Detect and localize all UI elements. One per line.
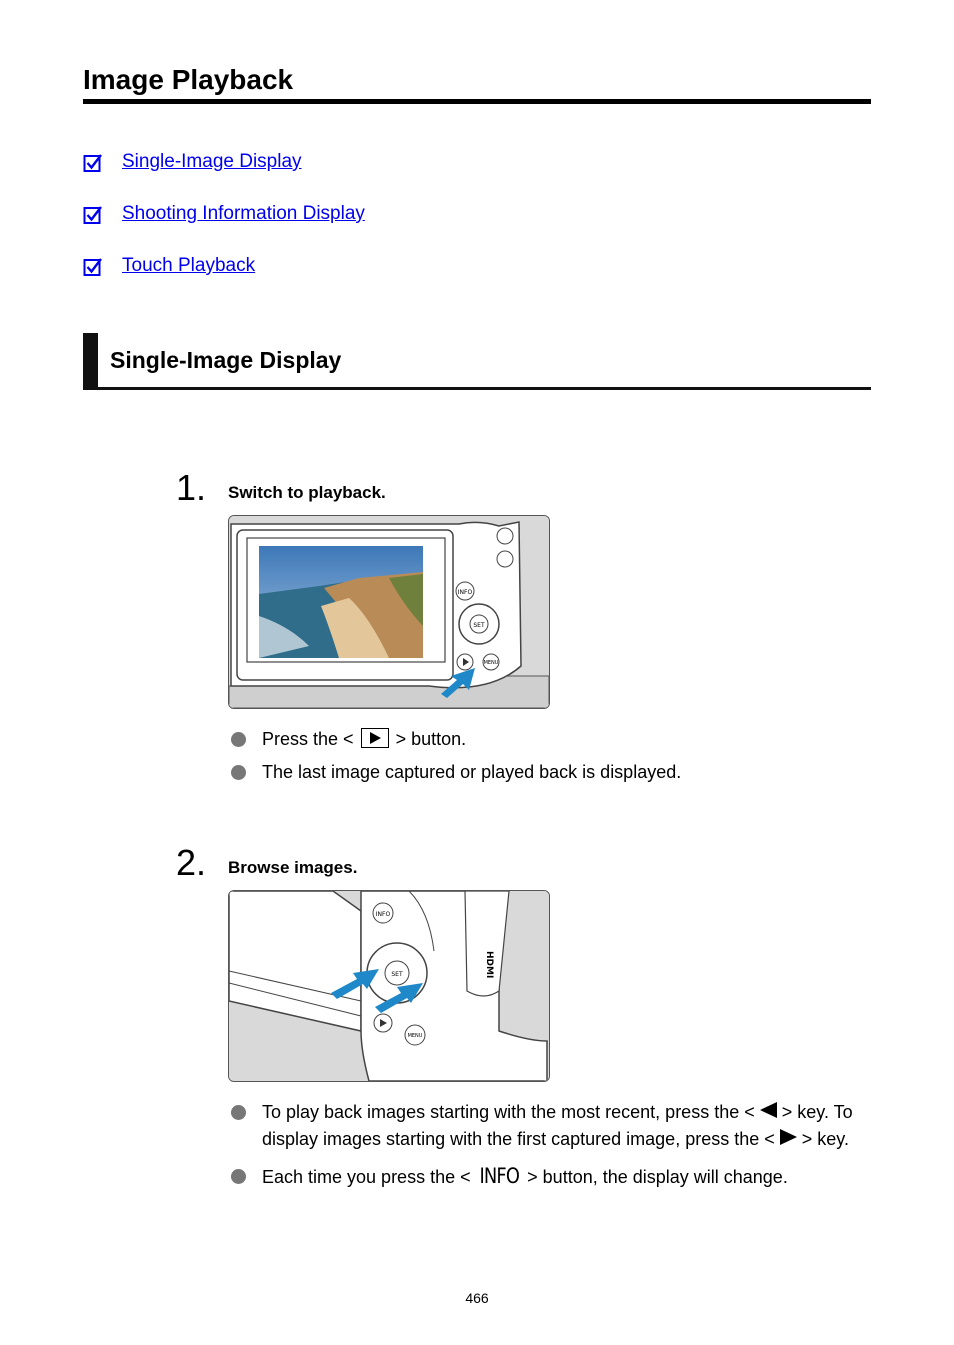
svg-text:INFO: INFO	[375, 911, 391, 918]
svg-text:MENU: MENU	[407, 1033, 423, 1039]
toc-list	[83, 148, 365, 304]
section-bar	[83, 333, 98, 388]
right-key-icon	[780, 1129, 797, 1145]
bullet-text: Press the <	[262, 729, 354, 749]
checkbox-icon	[83, 257, 103, 277]
toc-item	[83, 148, 365, 200]
svg-text:SET: SET	[473, 622, 485, 629]
bullet-text: > button, the display will change.	[527, 1167, 788, 1187]
step-1-bullets	[228, 726, 878, 785]
page-title: Image Playback	[83, 64, 294, 95]
bullet-item	[228, 759, 878, 785]
toc-item	[83, 200, 365, 252]
step-number: 1.	[176, 467, 207, 508]
bullet-text: To play back images starting with the most recent, press the <	[262, 1102, 755, 1122]
toc-link-shooting-information-display[interactable]: Shooting Information Display	[122, 203, 365, 224]
bullet-text: > button.	[395, 729, 467, 749]
bullet-item	[228, 1099, 878, 1153]
toc-link-touch-playback[interactable]: Touch Playback	[122, 255, 256, 276]
camera-playback-illustration	[229, 516, 549, 708]
camera-cross-keys-illustration	[229, 891, 549, 1081]
step-2-bullets	[228, 1099, 878, 1190]
bullet-item	[228, 726, 878, 752]
svg-text:MENU: MENU	[483, 660, 499, 666]
info-button-icon: INFO	[479, 1164, 519, 1188]
playback-button-icon	[361, 728, 389, 748]
bullet-item	[228, 1163, 878, 1190]
page-number: 466	[465, 1290, 489, 1306]
step-number: 2.	[176, 842, 207, 883]
section-title: Single-Image Display	[110, 347, 342, 373]
checkbox-icon	[83, 205, 103, 225]
step-title: Switch to playback.	[228, 483, 386, 502]
bullet-dot-icon	[231, 1105, 246, 1120]
bullet-text: Each time you press the <	[262, 1167, 471, 1187]
toc-item	[83, 252, 365, 304]
camera-back-illustration	[228, 515, 550, 709]
bullet-text: > key. To display images starting with the first captured image, press the <	[262, 1102, 853, 1149]
toc-link-single-image-display[interactable]: Single-Image Display	[122, 151, 302, 172]
section-rule	[83, 387, 871, 390]
bullet-dot-icon	[231, 732, 246, 747]
camera-dial-illustration	[228, 890, 550, 1082]
svg-text:SET: SET	[391, 971, 403, 978]
left-key-icon	[760, 1102, 777, 1118]
title-rule	[83, 99, 871, 104]
step-title: Browse images.	[228, 858, 358, 877]
bullet-text: > key.	[801, 1129, 849, 1149]
bullet-text: The last image captured or played back is displayed.	[262, 762, 682, 782]
svg-text:INFO: INFO	[457, 589, 473, 596]
svg-text:HDMI: HDMI	[484, 951, 494, 979]
bullet-dot-icon	[231, 1169, 246, 1184]
checkbox-icon	[83, 153, 103, 173]
section-header	[83, 333, 871, 390]
bullet-dot-icon	[231, 765, 246, 780]
